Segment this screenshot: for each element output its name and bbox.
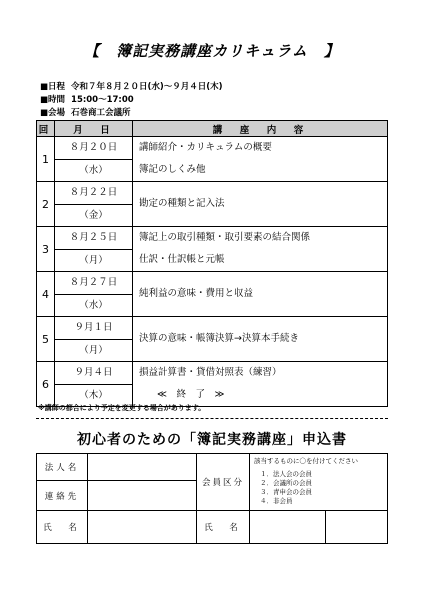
- session-date-cell: [55, 317, 133, 362]
- info-venue: [40, 106, 131, 118]
- session-content-cell: [133, 227, 388, 272]
- session-date: ８月２７日: [55, 272, 132, 295]
- session-content-cell: [133, 317, 388, 362]
- name-field-2-extra[interactable]: [326, 511, 388, 544]
- session-content-cell: [133, 362, 388, 407]
- session-number: 2: [37, 182, 55, 227]
- session-content-cell: [133, 137, 388, 182]
- session-date-cell: [55, 182, 133, 227]
- cut-line-divider: [36, 418, 388, 419]
- table-row: [37, 362, 388, 407]
- member-options-header: 該当するものに〇を付けてください: [254, 457, 358, 465]
- info-time-label: ■時間: [40, 95, 66, 105]
- member-type-options[interactable]: [250, 454, 388, 511]
- info-venue-label: ■会場: [40, 108, 66, 118]
- corp-name-field[interactable]: [88, 454, 197, 481]
- member-option-3[interactable]: ３．青申会の会員: [260, 488, 312, 496]
- session-date-cell: [55, 137, 133, 182]
- member-option-2[interactable]: ２．会議所の会員: [260, 479, 312, 487]
- session-weekday: （金）: [79, 209, 108, 221]
- table-row: [37, 227, 388, 272]
- session-date: ８月２５日: [55, 227, 132, 250]
- session-content: 講師紹介・カリキュラムの概要: [139, 142, 272, 153]
- contact-field[interactable]: [88, 481, 197, 511]
- member-option-4[interactable]: ４．非会員: [260, 497, 293, 505]
- session-weekday: （水）: [79, 164, 108, 176]
- table-row: [37, 317, 388, 362]
- session-weekday: （水）: [79, 299, 108, 311]
- session-date-cell: [55, 362, 133, 407]
- info-schedule-value: 令和７年８月２０日(水)～９月４日(木): [71, 82, 223, 92]
- header-content: 講 座 内 容: [133, 121, 388, 137]
- name-field-2[interactable]: [250, 511, 326, 544]
- table-row: [37, 272, 388, 317]
- session-date: ９月１日: [55, 317, 132, 340]
- session-number: 1: [37, 137, 55, 182]
- info-schedule-label: ■日程: [40, 82, 66, 92]
- info-time: [40, 93, 134, 105]
- session-content: 簿記上の取引種類・取引要素の結合関係: [139, 232, 311, 243]
- corp-name-label: 法人名: [37, 454, 88, 481]
- session-date-cell: [55, 272, 133, 317]
- session-end-marker: ≪ 終 了 ≫: [157, 388, 225, 400]
- session-weekday: （月）: [79, 344, 108, 356]
- table-row: [37, 182, 388, 227]
- session-content: 簿記のしくみ他: [139, 163, 206, 175]
- session-content-cell: [133, 272, 388, 317]
- info-time-value: 15:00～17:00: [71, 95, 134, 105]
- header-date: 月 日: [55, 121, 133, 137]
- session-number: 4: [37, 272, 55, 317]
- member-type-label: 会員区分: [197, 454, 250, 511]
- document-title: 【 簿記実務講座カリキュラム 】: [84, 42, 340, 60]
- name-field-1[interactable]: [88, 511, 197, 544]
- session-content: 純利益の意味・費用と収益: [139, 288, 254, 300]
- schedule-change-note: ※講師の都合により予定を変更する場合があります。: [38, 404, 206, 412]
- session-content-cell: [133, 182, 388, 227]
- header-no: 回: [37, 121, 55, 137]
- session-weekday: （木）: [79, 389, 108, 401]
- curriculum-header-row: [37, 121, 388, 137]
- application-form: [36, 453, 388, 544]
- session-date: ９月４日: [55, 362, 132, 385]
- name-label-2: 氏 名: [197, 511, 250, 544]
- session-date: ８月２２日: [55, 182, 132, 205]
- session-date: ８月２０日: [55, 137, 132, 160]
- session-content: 勘定の種類と記入法: [139, 198, 225, 210]
- info-schedule: [40, 80, 223, 92]
- name-label-1: 氏 名: [37, 511, 88, 544]
- form-row-names: [37, 511, 388, 544]
- session-number: 5: [37, 317, 55, 362]
- session-content: 決算の意味・帳簿決算→決算本手続き: [139, 333, 299, 345]
- application-title: 初心者のための「簿記実務講座」申込書: [77, 432, 347, 448]
- info-venue-value: 石巻商工会議所: [71, 108, 131, 118]
- session-weekday: （月）: [79, 254, 108, 266]
- curriculum-table: [36, 120, 388, 407]
- session-number: 6: [37, 362, 55, 407]
- member-option-1[interactable]: １．法人会の会員: [260, 470, 312, 478]
- session-content: 損益計算書・貸借対照表（練習）: [139, 367, 282, 378]
- form-row-corp: [37, 454, 388, 481]
- session-content: 仕訳・仕訳帳と元帳: [139, 253, 225, 265]
- session-number: 3: [37, 227, 55, 272]
- session-date-cell: [55, 227, 133, 272]
- contact-label: 連絡先: [37, 481, 88, 511]
- table-row: [37, 137, 388, 182]
